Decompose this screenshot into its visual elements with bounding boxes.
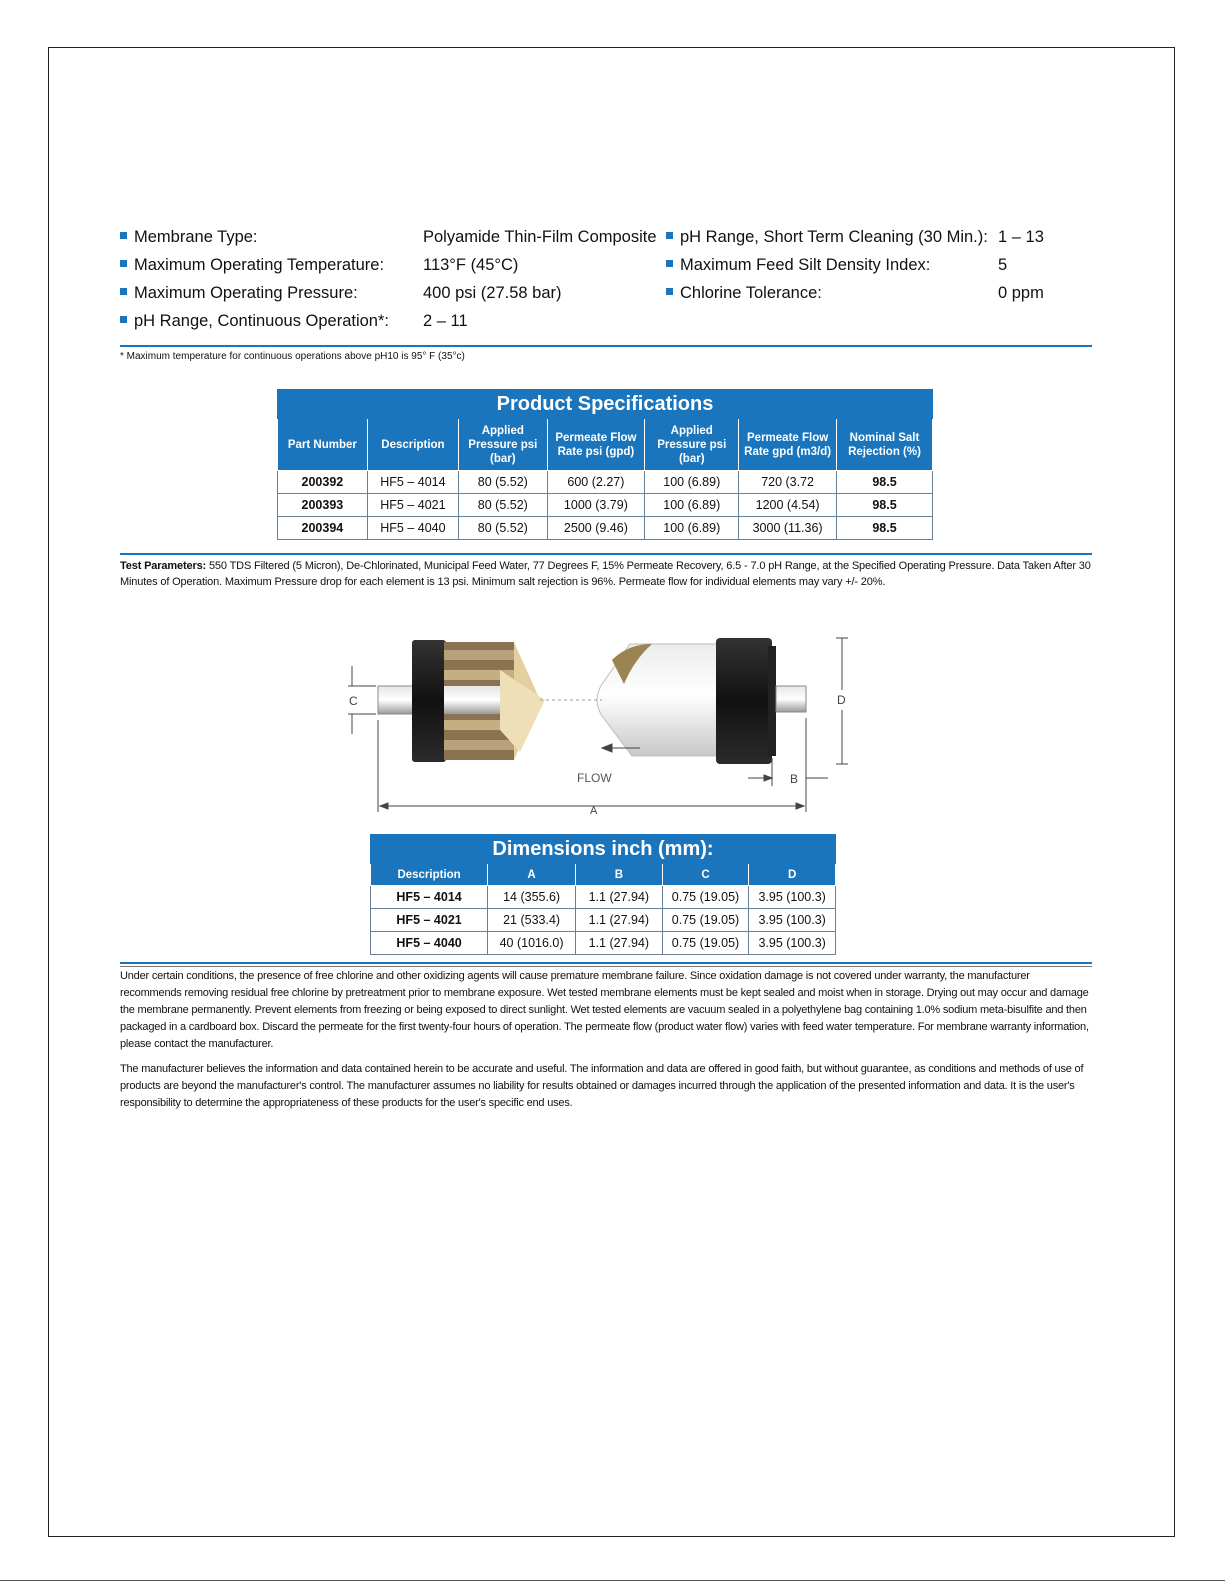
table-cell: HF5 – 4021 (371, 909, 488, 932)
table-cell: 100 (6.89) (645, 471, 739, 494)
bullet-icon (120, 260, 127, 267)
column-header: Applied Pressure psi (bar) (645, 419, 739, 471)
bullet-icon (120, 316, 127, 323)
spec-item (666, 228, 988, 247)
dimensions-table (370, 834, 836, 955)
column-header: A (488, 864, 576, 886)
spec-label: Maximum Feed Silt Density Index: (680, 256, 931, 274)
footnote: * Maximum temperature for continuous operations above pH10 is 95° F (35°c) (120, 351, 465, 362)
table-cell: 0.75 (19.05) (662, 932, 749, 955)
table-cell: 80 (5.52) (459, 517, 547, 540)
divider (120, 553, 1092, 555)
table-cell: 0.75 (19.05) (662, 909, 749, 932)
table-cell: HF5 – 4040 (371, 932, 488, 955)
table-row (371, 932, 836, 955)
warranty-paragraph: Under certain conditions, the presence of free chlorine and other oxidizing agents will cause premature membrane failure. Since oxidation damage is not covered under warranty, the manufacturer recommends removing residual free chlorine by pretreatment prior to membrane exposure. Wet tested membrane elements must be kept sealed and moist when in storage. Drying out may occur and damage the membrane permanently. Prevent elements from freezing or being exposed to direct sunlight. Wet tested elements are vacuum sealed in a polyethylene bag containing 1.0% sodium meta-bisulfite and then packaged in a cardboard box. Discard the permeate for the first twenty-four hours of operation. The permeate flow (product water flow) varies with feed water temperature. For membrane warranty information, please contact the manufacturer. (120, 970, 1089, 1050)
table-cell: 80 (5.52) (459, 471, 547, 494)
table-cell: 3.95 (100.3) (749, 886, 836, 909)
bullet-icon (666, 260, 673, 267)
bullet-icon (666, 232, 673, 239)
dimension-d-label: D (837, 693, 846, 707)
table-cell: 3000 (11.36) (739, 517, 837, 540)
bullet-icon (666, 288, 673, 295)
table-cell: 1.1 (27.94) (576, 932, 663, 955)
column-header: D (749, 864, 836, 886)
table-cell: 100 (6.89) (645, 517, 739, 540)
test-parameters-text: 550 TDS Filtered (5 Micron), De-Chlorinated, Municipal Feed Water, 77 Degrees F, 15% Permeate Recovery, 6.5 - 7.0 pH Range, at the Specified Operating Pressure. Data Taken After 30 Minutes of Operation. Maximum Pressure drop for each element is 13 psi. Minimum salt rejection is 96%. Permeate flow for individual elements may vary +/- 20%. (120, 560, 1091, 588)
product-spec-table (277, 389, 933, 540)
spec-value: 1 – 13 (998, 228, 1044, 246)
spec-value: 113°F (45°C) (423, 256, 519, 274)
table-cell: 1000 (3.79) (547, 494, 645, 517)
spec-item (666, 284, 822, 303)
spec-label: Maximum Operating Pressure: (134, 284, 358, 302)
table-cell: 600 (2.27) (547, 471, 645, 494)
table-row (278, 494, 933, 517)
spec-label: pH Range, Short Term Cleaning (30 Min.): (680, 228, 988, 246)
dimension-a-label: A (590, 805, 598, 817)
membrane-element-diagram (340, 630, 860, 820)
column-header: Permeate Flow Rate gpd (m3/d) (739, 419, 837, 471)
table-cell: 2500 (9.46) (547, 517, 645, 540)
spec-item (120, 284, 358, 303)
spec-value: 2 – 11 (423, 312, 468, 330)
table-cell: 1.1 (27.94) (576, 886, 663, 909)
spec-value: Polyamide Thin-Film Composite (423, 228, 657, 246)
spec-item (666, 256, 930, 275)
spec-label: Chlorine Tolerance: (680, 284, 822, 302)
column-header: B (576, 864, 663, 886)
table-cell: 100 (6.89) (645, 494, 739, 517)
column-header: Permeate Flow Rate psi (gpd) (547, 419, 645, 471)
column-header: Description (367, 419, 458, 471)
table-cell: 98.5 (837, 517, 933, 540)
spec-item (120, 312, 389, 331)
wrapped-element (597, 638, 806, 764)
divider (120, 962, 1092, 964)
table-cell: HF5 – 4014 (367, 471, 458, 494)
table-cell: 80 (5.52) (459, 494, 547, 517)
spec-item (120, 256, 384, 275)
spec-value: 400 psi (27.58 bar) (423, 284, 562, 302)
spiral-cutaway (412, 640, 545, 762)
column-header: Part Number (278, 419, 368, 471)
table-cell: 200393 (278, 494, 368, 517)
column-header: Applied Pressure psi (bar) (459, 419, 547, 471)
table-row (371, 909, 836, 932)
table-row (278, 517, 933, 540)
bullet-icon (120, 232, 127, 239)
table-cell: 21 (533.4) (488, 909, 576, 932)
column-header: C (662, 864, 749, 886)
divider (120, 345, 1092, 347)
disclaimer-paragraph: The manufacturer believes the information and data contained herein to be accurate and useful. The information and data are offered in good faith, but without guarantee, as conditions and methods of use of products are beyond the manufacturer's control. The manufacturer assumes no liability for results obtained or damages incurred through the application of the presented information and data. It is the user's responsibility to determine the appropriateness of these products for the user's specific end uses. (120, 1063, 1084, 1109)
table-row (371, 886, 836, 909)
table-cell: 3.95 (100.3) (749, 909, 836, 932)
table-cell: 0.75 (19.05) (662, 886, 749, 909)
table-cell: 1.1 (27.94) (576, 909, 663, 932)
bottom-rule (0, 1580, 1225, 1581)
table-cell: 720 (3.72 (739, 471, 837, 494)
table-cell: 200392 (278, 471, 368, 494)
bullet-icon (120, 288, 127, 295)
table-row (278, 471, 933, 494)
test-parameters-label: Test Parameters: (120, 560, 207, 572)
table-cell: 200394 (278, 517, 368, 540)
table-cell: 3.95 (100.3) (749, 932, 836, 955)
table-cell: 14 (355.6) (488, 886, 576, 909)
table-cell: HF5 – 4014 (371, 886, 488, 909)
spec-value: 5 (998, 256, 1008, 274)
test-parameters (120, 558, 1092, 590)
table-cell: 98.5 (837, 494, 933, 517)
spec-label: Maximum Operating Temperature: (134, 256, 385, 274)
table-cell: HF5 – 4040 (367, 517, 458, 540)
column-header: Nominal Salt Rejection (%) (837, 419, 933, 471)
divider (120, 966, 1092, 967)
dimension-b-label: B (790, 772, 799, 786)
spec-label: Membrane Type: (134, 228, 258, 246)
spec-label: pH Range, Continuous Operation*: (134, 312, 389, 330)
product-table-title: Product Specifications (278, 390, 933, 419)
table-cell: 98.5 (837, 471, 933, 494)
table-cell: HF5 – 4021 (367, 494, 458, 517)
spec-item (120, 228, 258, 247)
dimensions-table-title: Dimensions inch (mm): (371, 835, 836, 864)
flow-label: FLOW (577, 771, 612, 785)
dimension-c-label: C (349, 694, 358, 708)
column-header: Description (371, 864, 488, 886)
table-cell: 40 (1016.0) (488, 932, 576, 955)
table-cell: 1200 (4.54) (739, 494, 837, 517)
spec-value: 0 ppm (998, 284, 1044, 302)
